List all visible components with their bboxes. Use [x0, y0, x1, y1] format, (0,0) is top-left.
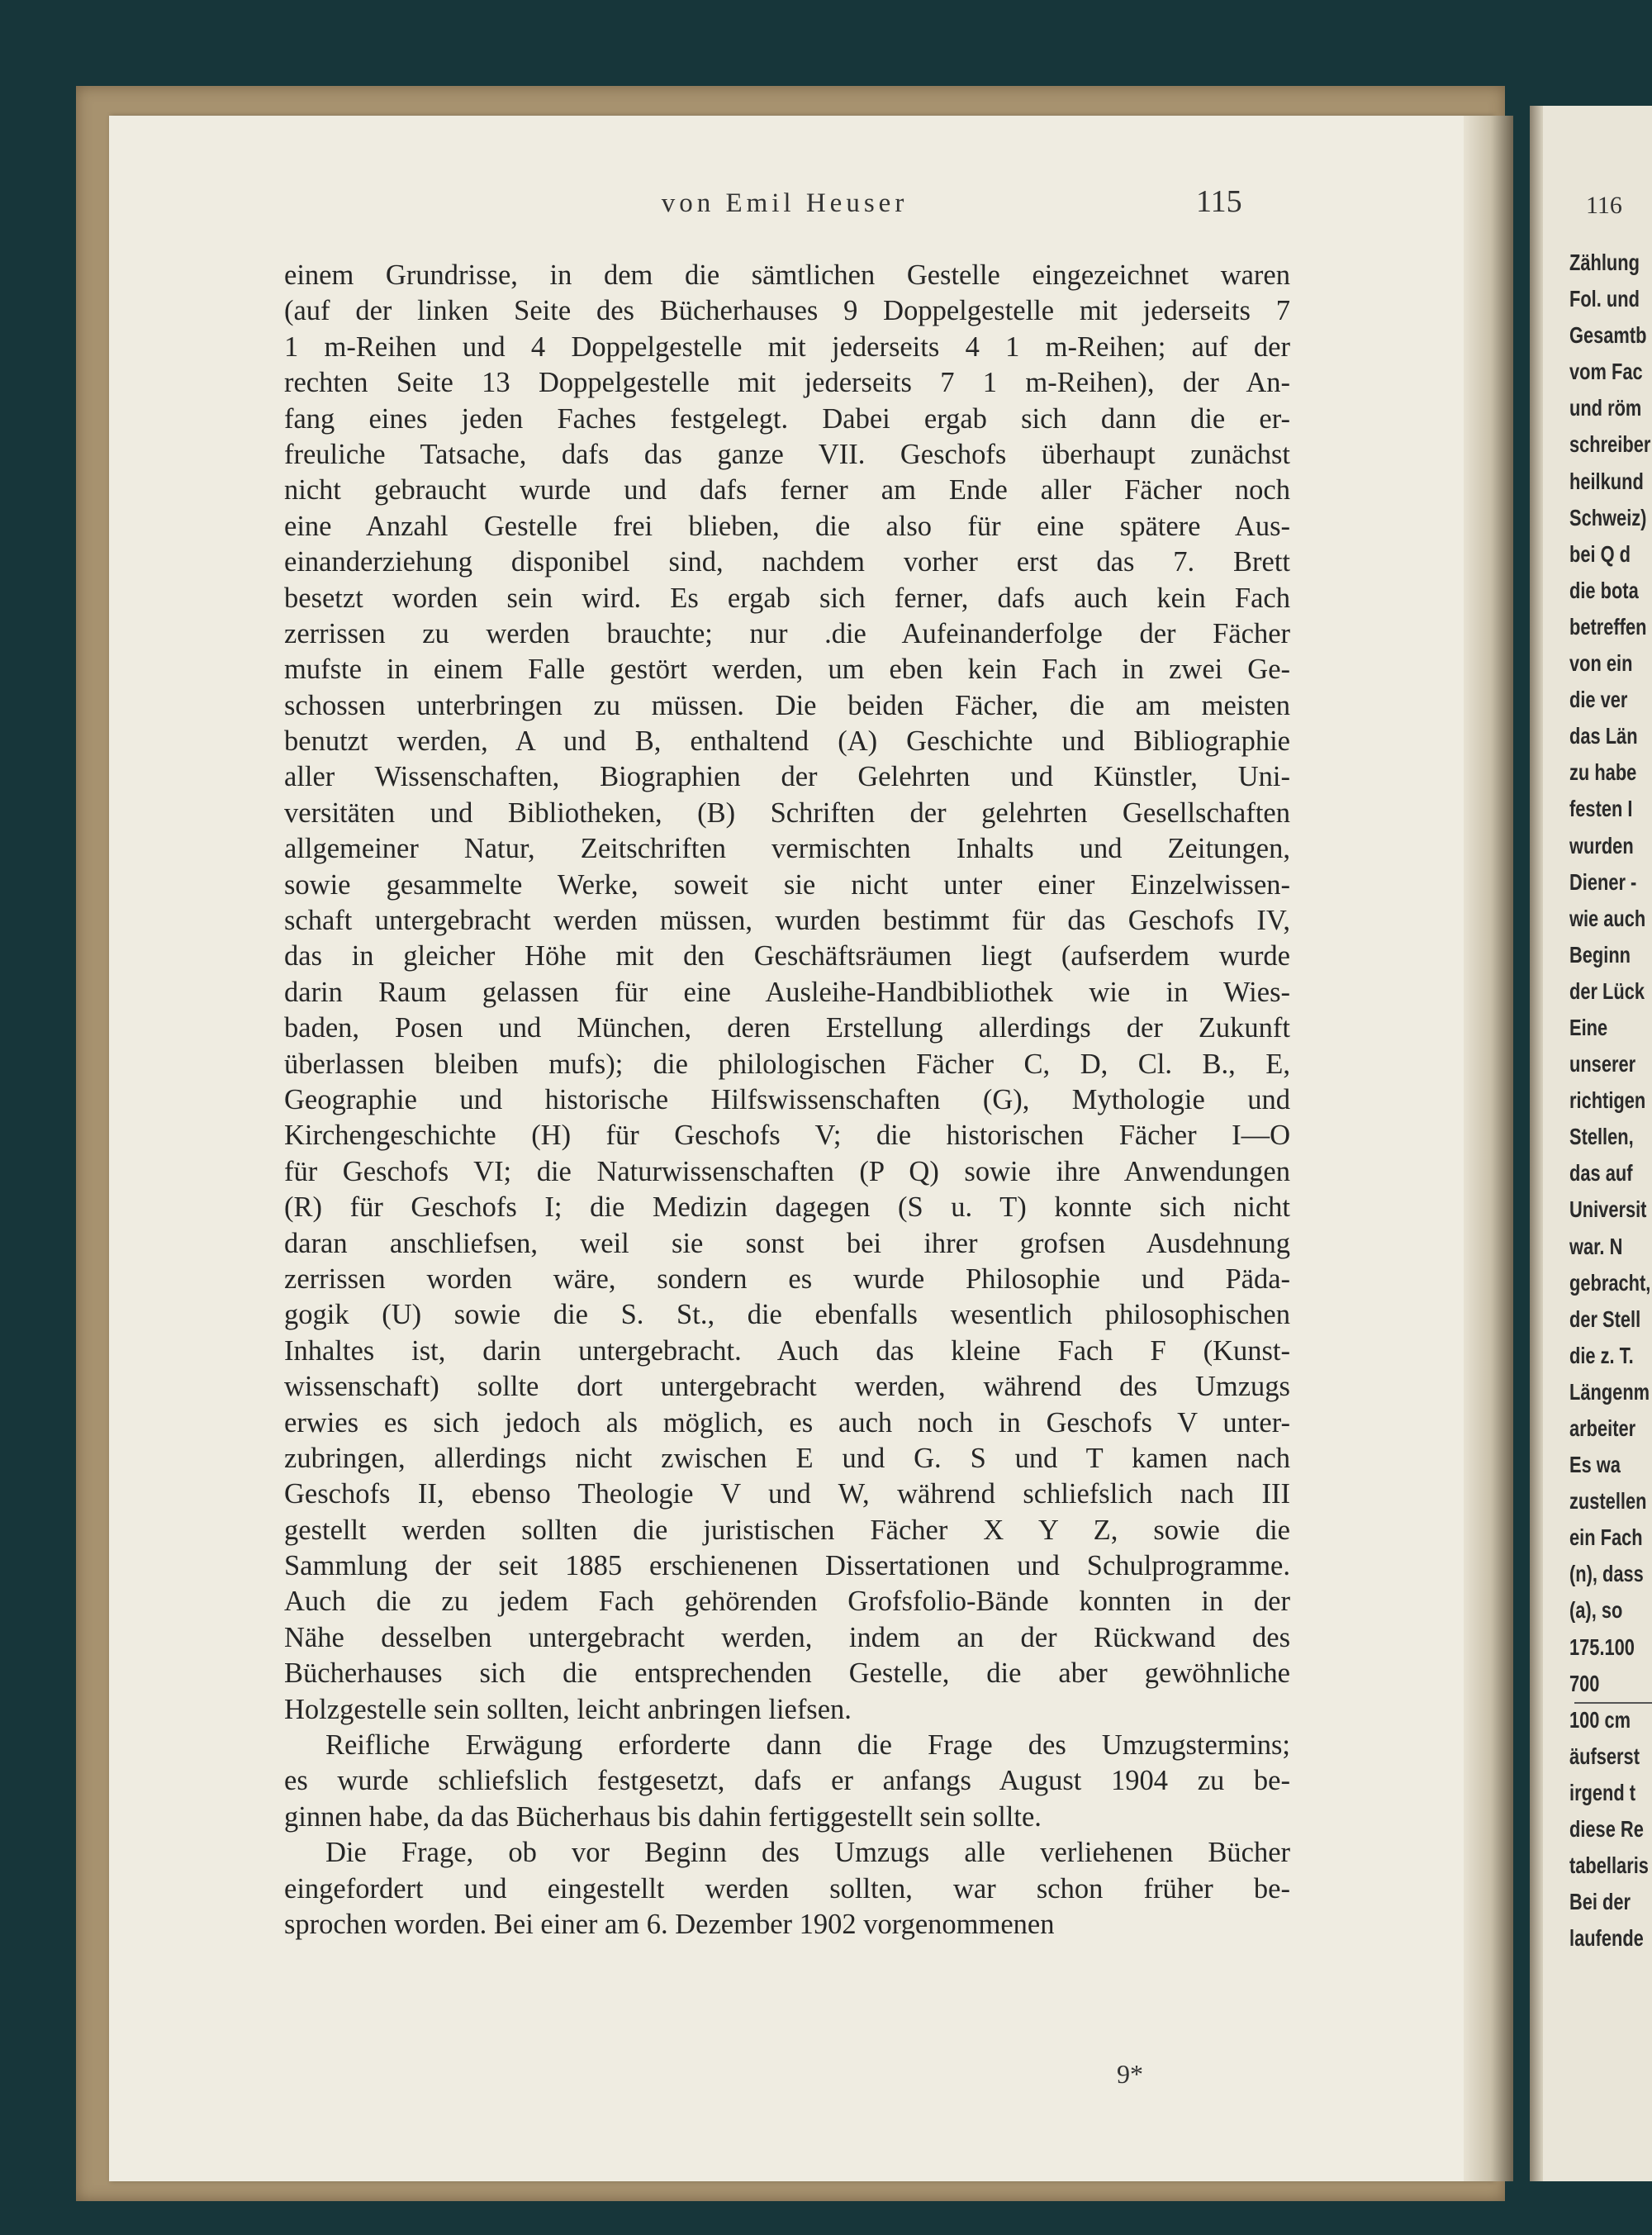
text-line: nicht gebraucht wurde und dafs ferner am Ende aller Fächer noch — [284, 474, 1290, 506]
text-line: schaft untergebracht werden müssen, wurden bestimmt für das Geschofs IV, — [284, 905, 1290, 937]
fragment-line: festen I — [1569, 796, 1633, 822]
fragment-line: Bei der — [1569, 1889, 1631, 1915]
fragment-line: 175.100 — [1569, 1633, 1635, 1660]
signature-mark: 9* — [1117, 2059, 1143, 2089]
fragment-line: gebracht, — [1569, 1269, 1651, 1296]
text-line: zubringen, allerdings nicht zwischen E und G. S und T kamen nach — [284, 1442, 1290, 1474]
text-line: das in gleicher Höhe mit den Geschäftsräumen liegt (aufserdem wurde — [284, 940, 1290, 972]
text-line: einem Grundrisse, in dem die sämtlichen Gestelle eingezeichnet waren — [284, 259, 1290, 291]
text-line: 1 m-Reihen und 4 Doppelgestelle mit jederseits 4 1 m-Reihen; auf der — [284, 330, 1290, 363]
fragment-line: heilkund — [1569, 468, 1644, 494]
text-line: gestellt werden sollten die juristischen Fächer X Y Z, sowie die — [284, 1514, 1290, 1546]
page-number: 115 — [1196, 184, 1242, 219]
text-line: Sammlung der seit 1885 erschienenen Dissertationen und Schulprogramme. — [284, 1550, 1290, 1582]
fragment-line: Längenm — [1569, 1378, 1650, 1405]
text-line: fang eines jeden Faches festgelegt. Dabei ergab sich dann die er- — [284, 402, 1290, 435]
text-line: gogik (U) sowie die S. St., die ebenfalls wesentlich philosophischen — [284, 1299, 1290, 1331]
table-rule — [1574, 1702, 1652, 1704]
fragment-line: (a), so — [1569, 1597, 1623, 1624]
text-line: Nähe desselben untergebracht werden, indem an der Rückwand des — [284, 1621, 1290, 1653]
text-line: Kirchengeschichte (H) für Geschofs V; die historischen Fächer I—O — [284, 1120, 1290, 1152]
book-gutter — [1464, 116, 1513, 2181]
fragment-line: 100 cm — [1569, 1706, 1631, 1733]
fragment-line: tabellaris — [1569, 1852, 1649, 1879]
body-text — [284, 258, 1290, 1943]
text-line: einanderziehung disponibel sind, nachdem vorher erst das 7. Brett — [284, 546, 1290, 578]
text-line: Auch die zu jedem Fach gehörenden Grofsfolio-Bände konnten in der — [284, 1586, 1290, 1618]
text-line: (R) für Geschofs I; die Medizin dagegen (S u. T) konnte sich nicht — [284, 1191, 1290, 1224]
text-line: Inhaltes ist, darin untergebracht. Auch das kleine Fach F (Kunst- — [284, 1334, 1290, 1367]
text-line: erwies es sich jedoch als möglich, es auch noch in Geschofs V unter- — [284, 1406, 1290, 1438]
text-line: ginnen habe, da das Bücherhaus bis dahin fertiggestellt sein sollte. — [284, 1800, 1042, 1833]
text-line: zerrissen zu werden brauchte; nur .die Aufeinanderfolge der Fächer — [284, 617, 1290, 649]
fragment-line: 700 — [1569, 1670, 1600, 1696]
text-line: schossen unterbringen zu müssen. Die beiden Fächer, die am meisten — [284, 689, 1290, 721]
text-line: Die Frage, ob vor Beginn des Umzugs alle verliehenen Bücher — [325, 1837, 1290, 1869]
fragment-line: unserer — [1569, 1051, 1636, 1077]
fragment-line: von ein — [1569, 650, 1633, 677]
text-line: sowie gesammelte Werke, soweit sie nicht unter einer Einzelwissen- — [284, 868, 1290, 901]
fragment-line: Schweiz) — [1569, 504, 1647, 530]
fragment-line: war. N — [1569, 1233, 1623, 1259]
fragment-line: wie auch — [1569, 905, 1646, 931]
fragment-line: äufserst — [1569, 1743, 1640, 1769]
fragment-line: zustellen — [1569, 1488, 1647, 1515]
right-page-shadow — [1530, 106, 1543, 2181]
text-line: Geschofs II, ebenso Theologie V und W, während schliefslich nach III — [284, 1478, 1290, 1510]
text-line: aller Wissenschaften, Biographien der Gelehrten und Künstler, Uni- — [284, 761, 1290, 793]
fragment-line: Fol. und — [1569, 286, 1640, 312]
text-line: zerrissen worden wäre, sondern es wurde Philosophie und Päda- — [284, 1263, 1290, 1295]
next-page-number: 116 — [1586, 192, 1622, 219]
text-line: sprochen worden. Bei einer am 6. Dezember 1902 vorgenommenen — [284, 1908, 1055, 1940]
text-line: für Geschofs VI; die Naturwissenschaften (P Q) sowie ihre Anwendungen — [284, 1155, 1290, 1187]
text-line: Reifliche Erwägung erforderte dann die Frage des Umzugstermins; — [325, 1729, 1290, 1762]
fragment-line: richtigen — [1569, 1087, 1646, 1114]
text-line: rechten Seite 13 Doppelgestelle mit jederseits 7 1 m-Reihen), der An- — [284, 367, 1290, 399]
fragment-line: der Stell — [1569, 1305, 1641, 1332]
fragment-line: der Lück — [1569, 977, 1645, 1004]
text-line: freuliche Tatsache, dafs das ganze VII. Geschofs überhaupt zunächst — [284, 438, 1290, 470]
fragment-line: Diener - — [1569, 868, 1637, 895]
text-line: Geographie und historische Hilfswissenschaften (G), Mythologie und — [284, 1083, 1290, 1115]
text-line: überlassen bleiben mufs); die philologischen Fächer C, D, Cl. B., E, — [284, 1048, 1290, 1080]
text-line: mufste in einem Falle gestört werden, um eben kein Fach in zwei Ge- — [284, 654, 1290, 686]
text-line: darin Raum gelassen für eine Ausleihe-Handbibliothek wie in Wies- — [284, 976, 1290, 1008]
fragment-line: diese Re — [1569, 1816, 1644, 1843]
fragment-line: Beginn — [1569, 941, 1631, 968]
fragment-line: zu habe — [1569, 759, 1637, 786]
text-line: daran anschliefsen, weil sie sonst bei ihrer grofsen Ausdehnung — [284, 1227, 1290, 1259]
fragment-line: (n), dass — [1569, 1561, 1644, 1587]
fragment-line: laufende — [1569, 1925, 1644, 1952]
text-line: versitäten und Bibliotheken, (B) Schriften der gelehrten Gesellschaften — [284, 797, 1290, 829]
text-line: Holzgestelle sein sollten, leicht anbringen liefsen. — [284, 1693, 852, 1725]
fragment-line: ein Fach — [1569, 1524, 1643, 1551]
fragment-line: die z. T. — [1569, 1342, 1634, 1368]
text-line: baden, Posen und München, deren Erstellung allerdings der Zukunft — [284, 1012, 1290, 1044]
fragment-line: arbeiter — [1569, 1415, 1636, 1441]
fragment-line: betreffen — [1569, 613, 1647, 640]
fragment-line: Universit — [1569, 1196, 1647, 1223]
running-head: von Emil Heuser — [661, 188, 909, 218]
fragment-line: und röm — [1569, 395, 1642, 421]
fragment-line: Stellen, — [1569, 1124, 1634, 1150]
fragment-line: bei Q d — [1569, 540, 1631, 567]
fragment-line: Eine — [1569, 1014, 1608, 1040]
fragment-line: die bota — [1569, 577, 1639, 603]
text-line: besetzt worden sein wird. Es ergab sich ferner, dafs auch kein Fach — [284, 582, 1290, 614]
text-line: eingefordert und eingestellt werden sollten, war schon früher be- — [284, 1872, 1290, 1905]
fragment-line: vom Fac — [1569, 359, 1643, 385]
fragment-line: wurden — [1569, 832, 1634, 858]
text-line: es wurde schliefslich festgesetzt, dafs er anfangs August 1904 zu be- — [284, 1765, 1290, 1797]
text-line: benutzt werden, A und B, enthaltend (A) Geschichte und Bibliographie — [284, 725, 1290, 758]
fragment-line: Zählung — [1569, 250, 1640, 275]
fragment-line: Es wa — [1569, 1452, 1621, 1478]
fragment-line: die ver — [1569, 687, 1628, 713]
text-line: wissenschaft) sollte dort untergebracht werden, während des Umzugs — [284, 1371, 1290, 1403]
fragment-line: irgend t — [1569, 1779, 1636, 1805]
fragment-line: das auf — [1569, 1160, 1633, 1186]
fragment-line: schreiber — [1569, 431, 1651, 458]
next-page-fragments — [1569, 245, 1651, 1957]
text-line: allgemeiner Natur, Zeitschriften vermischten Inhalts und Zeitungen, — [284, 833, 1290, 865]
fragment-line: Gesamtb — [1569, 322, 1647, 349]
fragment-line: das Län — [1569, 723, 1638, 749]
text-line: Bücherhauses sich die entsprechenden Gestelle, die aber gewöhnliche — [284, 1657, 1290, 1690]
text-line: eine Anzahl Gestelle frei blieben, die also für eine spätere Aus- — [284, 510, 1290, 542]
text-line: (auf der linken Seite des Bücherhauses 9 Doppelgestelle mit jederseits 7 — [284, 295, 1290, 327]
